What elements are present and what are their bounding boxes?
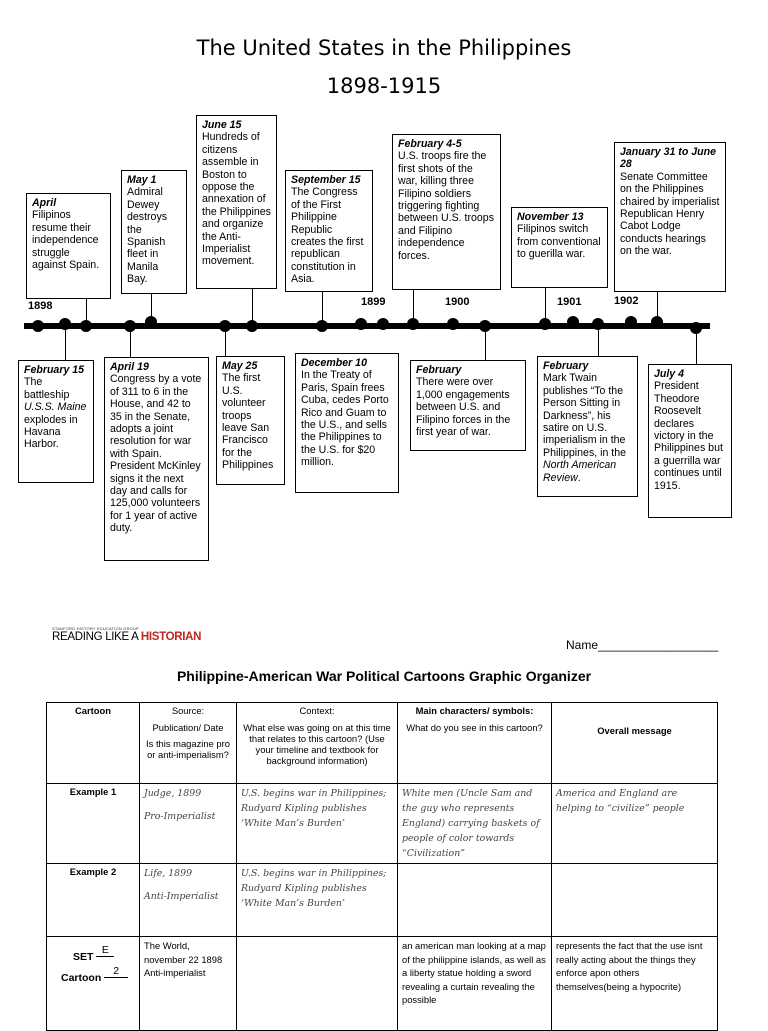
connector-line [151,294,152,318]
event-date: February [543,360,589,372]
event-box [216,356,285,485]
event-date: January 31 to June 28 [620,146,716,171]
event-date: September 15 [291,174,361,186]
event-date: May 25 [222,360,258,372]
set-value[interactable]: E [96,944,114,957]
timeline-dot [690,322,702,334]
event-date: May 1 [127,174,157,186]
year-label: 1901 [557,296,582,308]
event-text: Admiral Dewey destroys the Spanish fleet in Manila Bay. [127,186,168,286]
year-label: 1902 [614,295,639,307]
event-date: December 10 [301,357,367,369]
event-box [26,193,111,299]
event-box [511,207,608,288]
connector-line [65,330,66,360]
cartoon-label: Cartoon [61,972,102,984]
timeline-dot [59,318,71,330]
name-field[interactable]: Name__________________ [566,638,719,652]
event-box [285,170,373,292]
example-label: Example 1 [47,784,140,864]
event-box [295,353,399,493]
event-box [18,360,94,483]
overall-message-cell[interactable]: represents the fact that the use isnt really acting about the things they enforce apon others themselves(being a hypocrite) [552,937,718,1031]
timeline-subtitle: 1898-1915 [326,74,442,98]
source-cell[interactable]: Judge, 1899 Pro-Imperialist [140,784,237,864]
event-box [392,134,501,290]
timeline-dot [592,318,604,330]
event-box [196,115,277,289]
table-row [47,937,718,1031]
event-date: April 19 [110,361,149,373]
reading-like-a-historian-logo [52,626,201,643]
timeline-dot [32,320,44,332]
event-text: Congress by a vote of 311 to 6 in the House, and 42 to 35 in the Senate, adopts a joint resolution for war with Spain. President McKinley signs it the next day and calls for 125,000 volunteers for 1 year of active duty. [110,373,202,535]
source-cell[interactable]: The World, november 22 1898 Anti-imperialist [140,937,237,1031]
connector-line [696,334,697,364]
source-cell[interactable]: Life, 1899 Anti-Imperialist [140,864,237,937]
table-header-row [47,703,718,784]
year-label: 1898 [28,300,53,312]
set-label: SET [73,951,94,963]
event-text: . [577,471,581,484]
event-date: February 15 [24,364,85,376]
event-text: Senate Committee on the Philippines chaired by imperialist Republican Henry Cabot Lodge conducts hearings on the war. [620,170,720,258]
event-date: April [32,197,57,209]
event-text: U.S. troops fire the first shots of the war, killing three Filipino soldiers triggering fighting between U.S. troops and Filipino independence forces. [398,150,494,262]
graphic-organizer-table [46,702,718,1031]
main-characters-cell[interactable]: an american man looking at a map of the philippine islands, as well as a liberty statue holding a sword revealing a curtain revealing the possible [398,937,552,1031]
context-cell[interactable]: U.S. begins war in Philippines; Rudyard Kipling publishes ‘White Man’s Burden’ [237,864,398,937]
connector-line [413,290,414,320]
event-text: In the Treaty of Paris, Spain frees Cuba, cedes Porto Rico and Guam to the U.S., and sells the Philippines to the U.S. for $20 million. [301,369,389,469]
logo-small-text: STANFORD HISTORY EDUCATION GROUP [52,626,139,631]
event-text: Filipinos switch from conventional to guerilla war. [517,223,601,261]
connector-line [545,288,546,320]
connector-line [130,330,131,358]
event-date: July 4 [654,368,685,380]
event-text: Mark Twain publishes “To the Person Sitting in Darkness”, his satire on U.S. imperialism in the Philippines, in the [543,372,627,459]
year-label: 1900 [445,296,470,308]
context-cell[interactable] [237,937,398,1031]
context-cell[interactable]: U.S. begins war in Philippines; Rudyard Kipling publishes ‘White Man’s Burden’ [237,784,398,864]
header-main-characters: Main characters/ symbols: What do you see in this cartoon? [398,703,552,784]
timeline-dot [625,316,637,328]
connector-line [485,332,486,360]
event-box [104,357,209,561]
year-label: 1899 [361,296,386,308]
header-cartoon: Cartoon [47,703,140,784]
timeline-dot [377,318,389,330]
event-text: There were over 1,000 engagements between U.S. and Filipino forces in the first year of war. [416,376,511,439]
event-text: Hundreds of citizens assemble in Boston to oppose the annexation of the Philippines and organize the Anti-Imperialist movement. [202,131,271,268]
connector-line [322,292,323,322]
main-characters-cell[interactable] [398,864,552,937]
logo-text-accent: HISTORIAN [140,631,202,643]
header-source: Source: Publication/ Date Is this magazine pro or anti-imperialism? [140,703,237,784]
event-date: November 13 [517,211,584,223]
event-date: February [416,364,462,376]
event-text: President Theodore Roosevelt declares victory in the Philippines but a guerrilla war continues until 1915. [654,380,723,492]
overall-message-cell[interactable] [552,864,718,937]
event-text: explodes in Havana Harbor. [24,413,78,451]
connector-line [252,288,253,322]
event-text: Filipinos resume their independence struggle against Spain. [32,209,100,272]
overall-message-cell[interactable]: America and England are helping to “civilize” people [552,784,718,864]
event-box [614,142,726,292]
event-text: The Congress of the First Philippine Republic creates the first republican constitution in Asia. [291,186,364,286]
organizer-title: Philippine-American War Political Cartoons Graphic Organizer [176,668,592,684]
connector-line [225,330,226,356]
event-date: February 4-5 [398,138,462,150]
timeline-dot [479,320,491,332]
timeline-dot [567,316,579,328]
connector-line [657,292,658,318]
event-date: June 15 [202,119,242,131]
timeline-title: The United States in the Philippines [196,36,572,60]
logo-text: READING LIKE A [52,631,141,643]
event-text-italic: U.S.S. Maine [24,401,87,414]
set-cartoon-cell [47,937,140,1031]
cartoon-value[interactable]: 2 [104,965,128,978]
event-box [121,170,187,294]
table-row [47,864,718,937]
event-text: The first U.S. volunteer troops leave San Francisco for the Philippines [222,372,274,472]
header-context: Context: What else was going on at this time that relates to this cartoon? (Use your timeline and textbook for background information) [237,703,398,784]
connector-line [86,298,87,322]
connector-line [598,330,599,356]
main-characters-cell[interactable]: White men (Uncle Sam and the guy who represents England) carrying baskets of people of color towards “Civilization” [398,784,552,864]
timeline-dot [355,318,367,330]
event-box [537,356,638,497]
table-row [47,784,718,864]
event-box [410,360,526,451]
timeline-dot [447,318,459,330]
event-text-italic: North American Review [543,459,617,484]
event-text: The battleship [24,376,70,401]
header-overall-message: Overall message [552,703,718,784]
example-label: Example 2 [47,864,140,937]
event-box [648,364,732,518]
